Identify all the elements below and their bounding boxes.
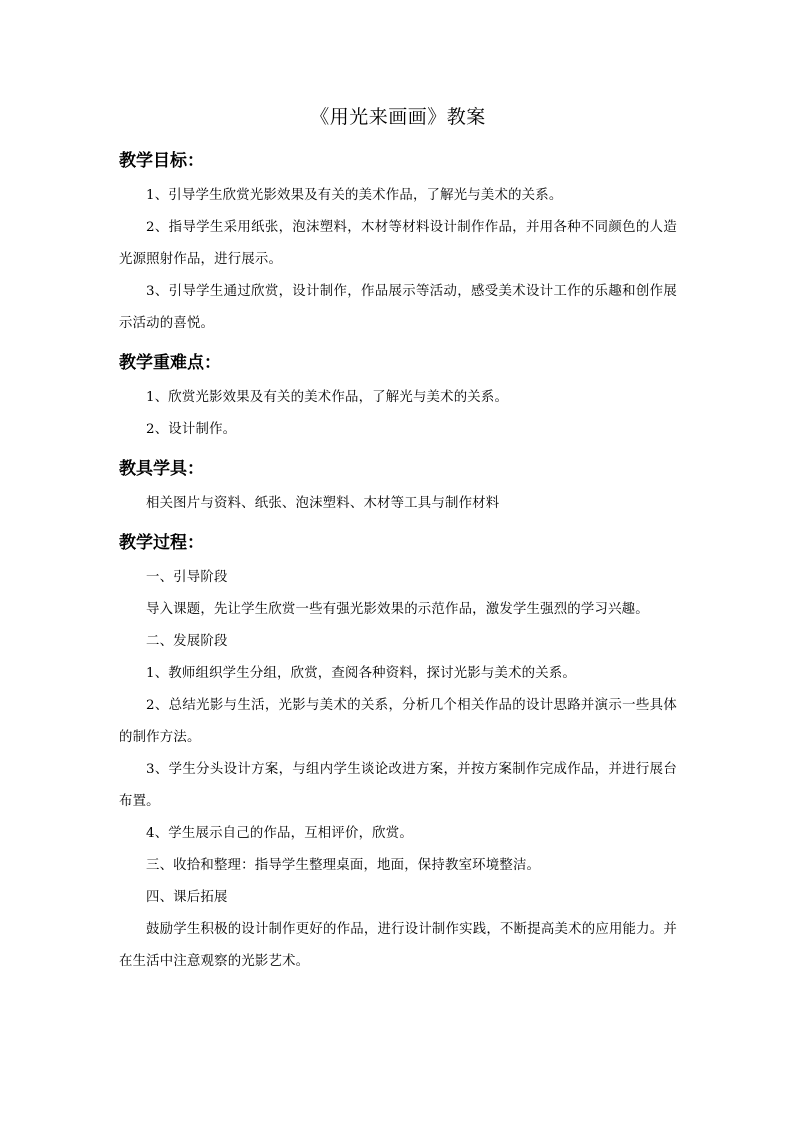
section-heading-key-points: 教学重难点： (119, 353, 221, 373)
process-item: 四、课后拓展 (146, 890, 228, 905)
document-page (119, 104, 677, 978)
section-heading-materials: 教具学具： (119, 459, 204, 479)
process-item: 二、发展阶段 (146, 634, 228, 649)
process-item: 三、收拾和整理：指导学生整理桌面，地面，保持教室环境整洁。 (146, 858, 541, 873)
section-materials (119, 456, 677, 520)
goal-item: 1、引导学生欣赏光影效果及有关的美术作品，了解光与美术的关系。 (146, 188, 563, 203)
process-item: 4、学生展示自己的作品，互相评价，欣赏。 (146, 826, 413, 841)
process-item: 鼓励学生积极的设计制作更好的作品，进行设计制作实践，不断提高美术的应用能力。并在生活中注意观察的光影艺术。 (119, 922, 677, 969)
section-process (119, 530, 677, 978)
process-item: 一、引导阶段 (146, 570, 228, 585)
section-key-points (119, 350, 677, 446)
process-item: 3、学生分头设计方案，与组内学生谈论改进方案，并按方案制作完成作品，并进行展台布置。 (119, 762, 677, 809)
key-point-item: 2、设计制作。 (146, 422, 237, 437)
document-title: 《用光来画画》教案 (310, 106, 486, 128)
section-heading-goals: 教学目标： (119, 151, 204, 171)
section-heading-process: 教学过程： (119, 533, 204, 553)
process-item: 1、教师组织学生分组，欣赏，查阅各种资料，探讨光影与美术的关系。 (146, 666, 577, 681)
process-item: 导入课题，先让学生欣赏一些有强光影效果的示范作品，激发学生强烈的学习兴趣。 (146, 602, 649, 617)
key-point-item: 1、欣赏光影效果及有关的美术作品，了解光与美术的关系。 (146, 390, 509, 405)
section-goals (119, 148, 677, 340)
materials-item: 相关图片与资料、纸张、泡沫塑料、木材等工具与制作材料 (146, 496, 500, 511)
process-item: 2、总结光影与生活，光影与美术的关系，分析几个相关作品的设计思路并演示一些具体的制作方法。 (119, 698, 677, 745)
goal-item: 3、引导学生通过欣赏，设计制作，作品展示等活动，感受美术设计工作的乐趣和创作展示活动的喜悦。 (119, 284, 677, 331)
goal-item: 2、指导学生采用纸张，泡沫塑料，木材等材料设计制作作品，并用各种不同颜色的人造光源照射作品，进行展示。 (119, 220, 677, 267)
